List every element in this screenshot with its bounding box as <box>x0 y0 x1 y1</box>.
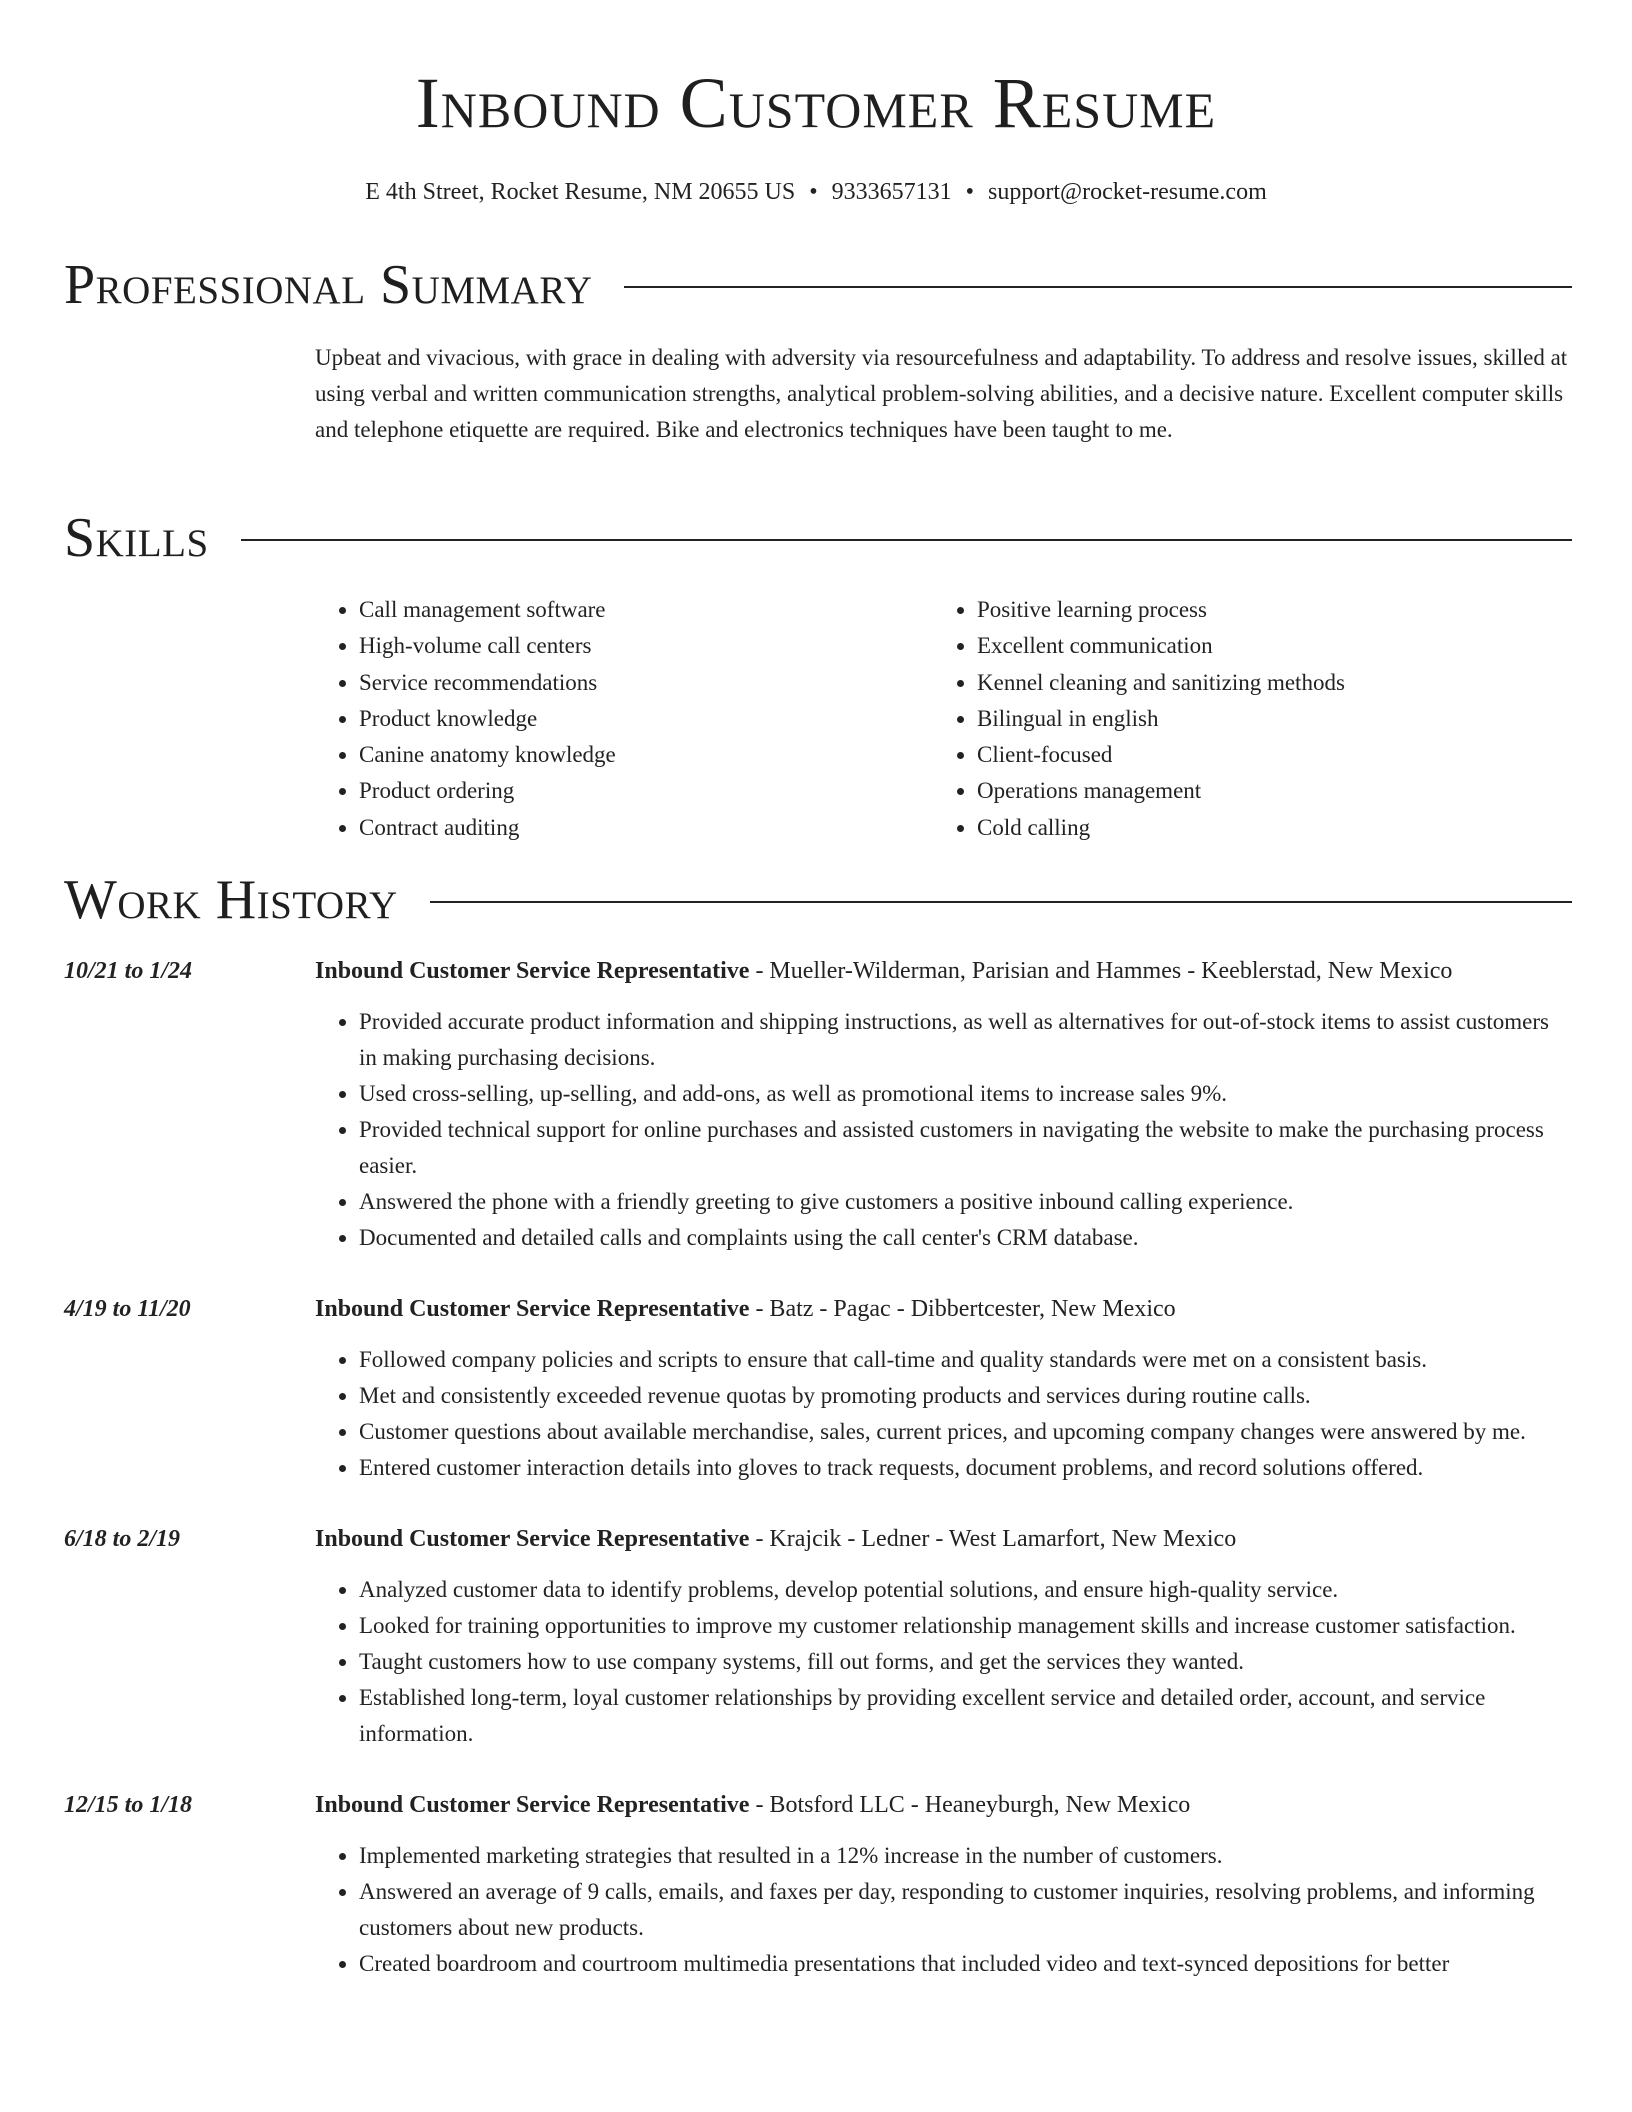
skill-item: • Product ordering <box>359 773 933 809</box>
job-entry <box>0 952 1632 1256</box>
job-employer: - Krajcik - Ledner - West Lamarfort, New Mexico <box>749 1526 1237 1552</box>
job-body <box>315 1520 1569 1752</box>
job-role: Inbound Customer Service Representative <box>315 1526 750 1552</box>
job-heading <box>315 1786 1569 1824</box>
summary-text: Upbeat and vivacious, with grace in dealing with adversity via resourcefulness and adaptability. To address and resolve issues, skilled at using verbal and written communication strengths, analytical problem-solving abilities, and a decisive nature. Excellent computer skills and telephone etiquette are required. Bike and electronics techniques have been taught to me. <box>315 345 1568 442</box>
skill-item: • High-volume call centers <box>359 628 933 664</box>
job-bullet: • Followed company policies and scripts to ensure that call-time and quality standards were met on a consistent basis. <box>359 1342 1569 1378</box>
job-bullet: • Entered customer interaction details into gloves to track requests, document problems, and record solutions offered. <box>359 1450 1569 1486</box>
job-body <box>315 1786 1569 1982</box>
job-bullet: • Used cross-selling, up-selling, and add-ons, as well as promotional items to increase sales 9%. <box>359 1076 1569 1112</box>
section-divider <box>241 539 1572 541</box>
job-bullet: • Taught customers how to use company systems, fill out forms, and get the services they wanted. <box>359 1644 1569 1680</box>
job-bullet: • Met and consistently exceeded revenue quotas by promoting products and services during routine calls. <box>359 1378 1569 1414</box>
skill-item: • Bilingual in english <box>977 701 1551 737</box>
job-bullet: • Documented and detailed calls and complaints using the call center's CRM database. <box>359 1220 1569 1256</box>
contact-address: E 4th Street, Rocket Resume, NM 20655 US <box>365 179 796 205</box>
section-divider <box>430 901 1572 903</box>
contact-line <box>0 176 1632 208</box>
job-bullet: • Established long-term, loyal customer relationships by providing excellent service and detailed order, account, and service information. <box>359 1680 1569 1752</box>
job-heading <box>315 1520 1569 1558</box>
skill-item: • Canine anatomy knowledge <box>359 737 933 773</box>
skill-item: • Excellent communication <box>977 628 1551 664</box>
job-employer: - Batz - Pagac - Dibbertcester, New Mexico <box>749 1296 1176 1322</box>
skills-list <box>315 592 1565 846</box>
skill-item: • Product knowledge <box>359 701 933 737</box>
job-employer: - Mueller-Wilderman, Parisian and Hammes - Keeblerstad, New Mexico <box>749 958 1453 984</box>
skills-title: Skills <box>64 507 209 569</box>
job-bullet: • Answered the phone with a friendly greeting to give customers a positive inbound calling experience. <box>359 1184 1569 1220</box>
job-role: Inbound Customer Service Representative <box>315 1296 750 1322</box>
skills-column-left <box>315 592 933 846</box>
job-dates: 6/18 to 2/19 <box>64 1526 181 1552</box>
contact-separator: • <box>809 179 818 205</box>
job-bullets <box>315 1004 1569 1256</box>
job-dates: 10/21 to 1/24 <box>64 958 193 984</box>
summary-section-heading <box>64 253 1572 317</box>
job-entry <box>0 1520 1632 1752</box>
skill-item: • Cold calling <box>977 810 1551 846</box>
job-dates: 12/15 to 1/18 <box>64 1792 193 1818</box>
skills-section-heading <box>64 506 1572 570</box>
job-body <box>315 952 1569 1256</box>
work-history <box>0 952 1632 2016</box>
job-bullet: • Provided technical support for online purchases and assisted customers in navigating the website to make the purchasing process easier. <box>359 1112 1569 1184</box>
job-bullets <box>315 1838 1569 1982</box>
job-bullet: • Analyzed customer data to identify problems, develop potential solutions, and ensure high-quality service. <box>359 1572 1569 1608</box>
job-role: Inbound Customer Service Representative <box>315 958 750 984</box>
skill-item: • Contract auditing <box>359 810 933 846</box>
skill-item: • Service recommendations <box>359 665 933 701</box>
section-divider <box>624 286 1572 288</box>
summary-title: Professional Summary <box>64 254 593 316</box>
job-heading <box>315 1290 1569 1328</box>
job-bullet: • Answered an average of 9 calls, emails, and faxes per day, responding to customer inquiries, resolving problems, and informing customers about new products. <box>359 1874 1569 1946</box>
skill-item: • Operations management <box>977 773 1551 809</box>
job-entry <box>0 1786 1632 1982</box>
resume-title: Inbound Customer Resume <box>415 63 1217 143</box>
job-role: Inbound Customer Service Representative <box>315 1792 750 1818</box>
skill-item: • Client-focused <box>977 737 1551 773</box>
work-title: Work History <box>64 869 398 931</box>
job-bullets <box>315 1572 1569 1752</box>
job-employer: - Botsford LLC - Heaneyburgh, New Mexico <box>749 1792 1191 1818</box>
skill-item: • Positive learning process <box>977 592 1551 628</box>
work-section-heading <box>64 868 1572 932</box>
job-bullet: • Looked for training opportunities to improve my customer relationship management skills and increase customer satisfaction. <box>359 1608 1569 1644</box>
job-bullets <box>315 1342 1569 1486</box>
contact-phone: 9333657131 <box>831 179 952 205</box>
job-entry <box>0 1290 1632 1486</box>
job-heading <box>315 952 1569 990</box>
job-dates: 4/19 to 11/20 <box>64 1296 191 1322</box>
contact-separator: • <box>965 179 975 205</box>
job-bullet: • Implemented marketing strategies that resulted in a 12% increase in the number of customers. <box>359 1838 1569 1874</box>
job-bullet: • Provided accurate product information and shipping instructions, as well as alternatives for out-of-stock items to assist customers in making purchasing decisions. <box>359 1004 1569 1076</box>
skill-item: • Call management software <box>359 592 933 628</box>
job-body <box>315 1290 1569 1486</box>
job-bullet: • Created boardroom and courtroom multimedia presentations that included video and text-synced depositions for better <box>359 1946 1569 1982</box>
contact-email: support@rocket-resume.com <box>988 179 1267 205</box>
job-bullet: • Customer questions about available merchandise, sales, current prices, and upcoming company changes were answered by me. <box>359 1414 1569 1450</box>
skill-item: • Kennel cleaning and sanitizing methods <box>977 665 1551 701</box>
skills-column-right <box>933 592 1551 846</box>
